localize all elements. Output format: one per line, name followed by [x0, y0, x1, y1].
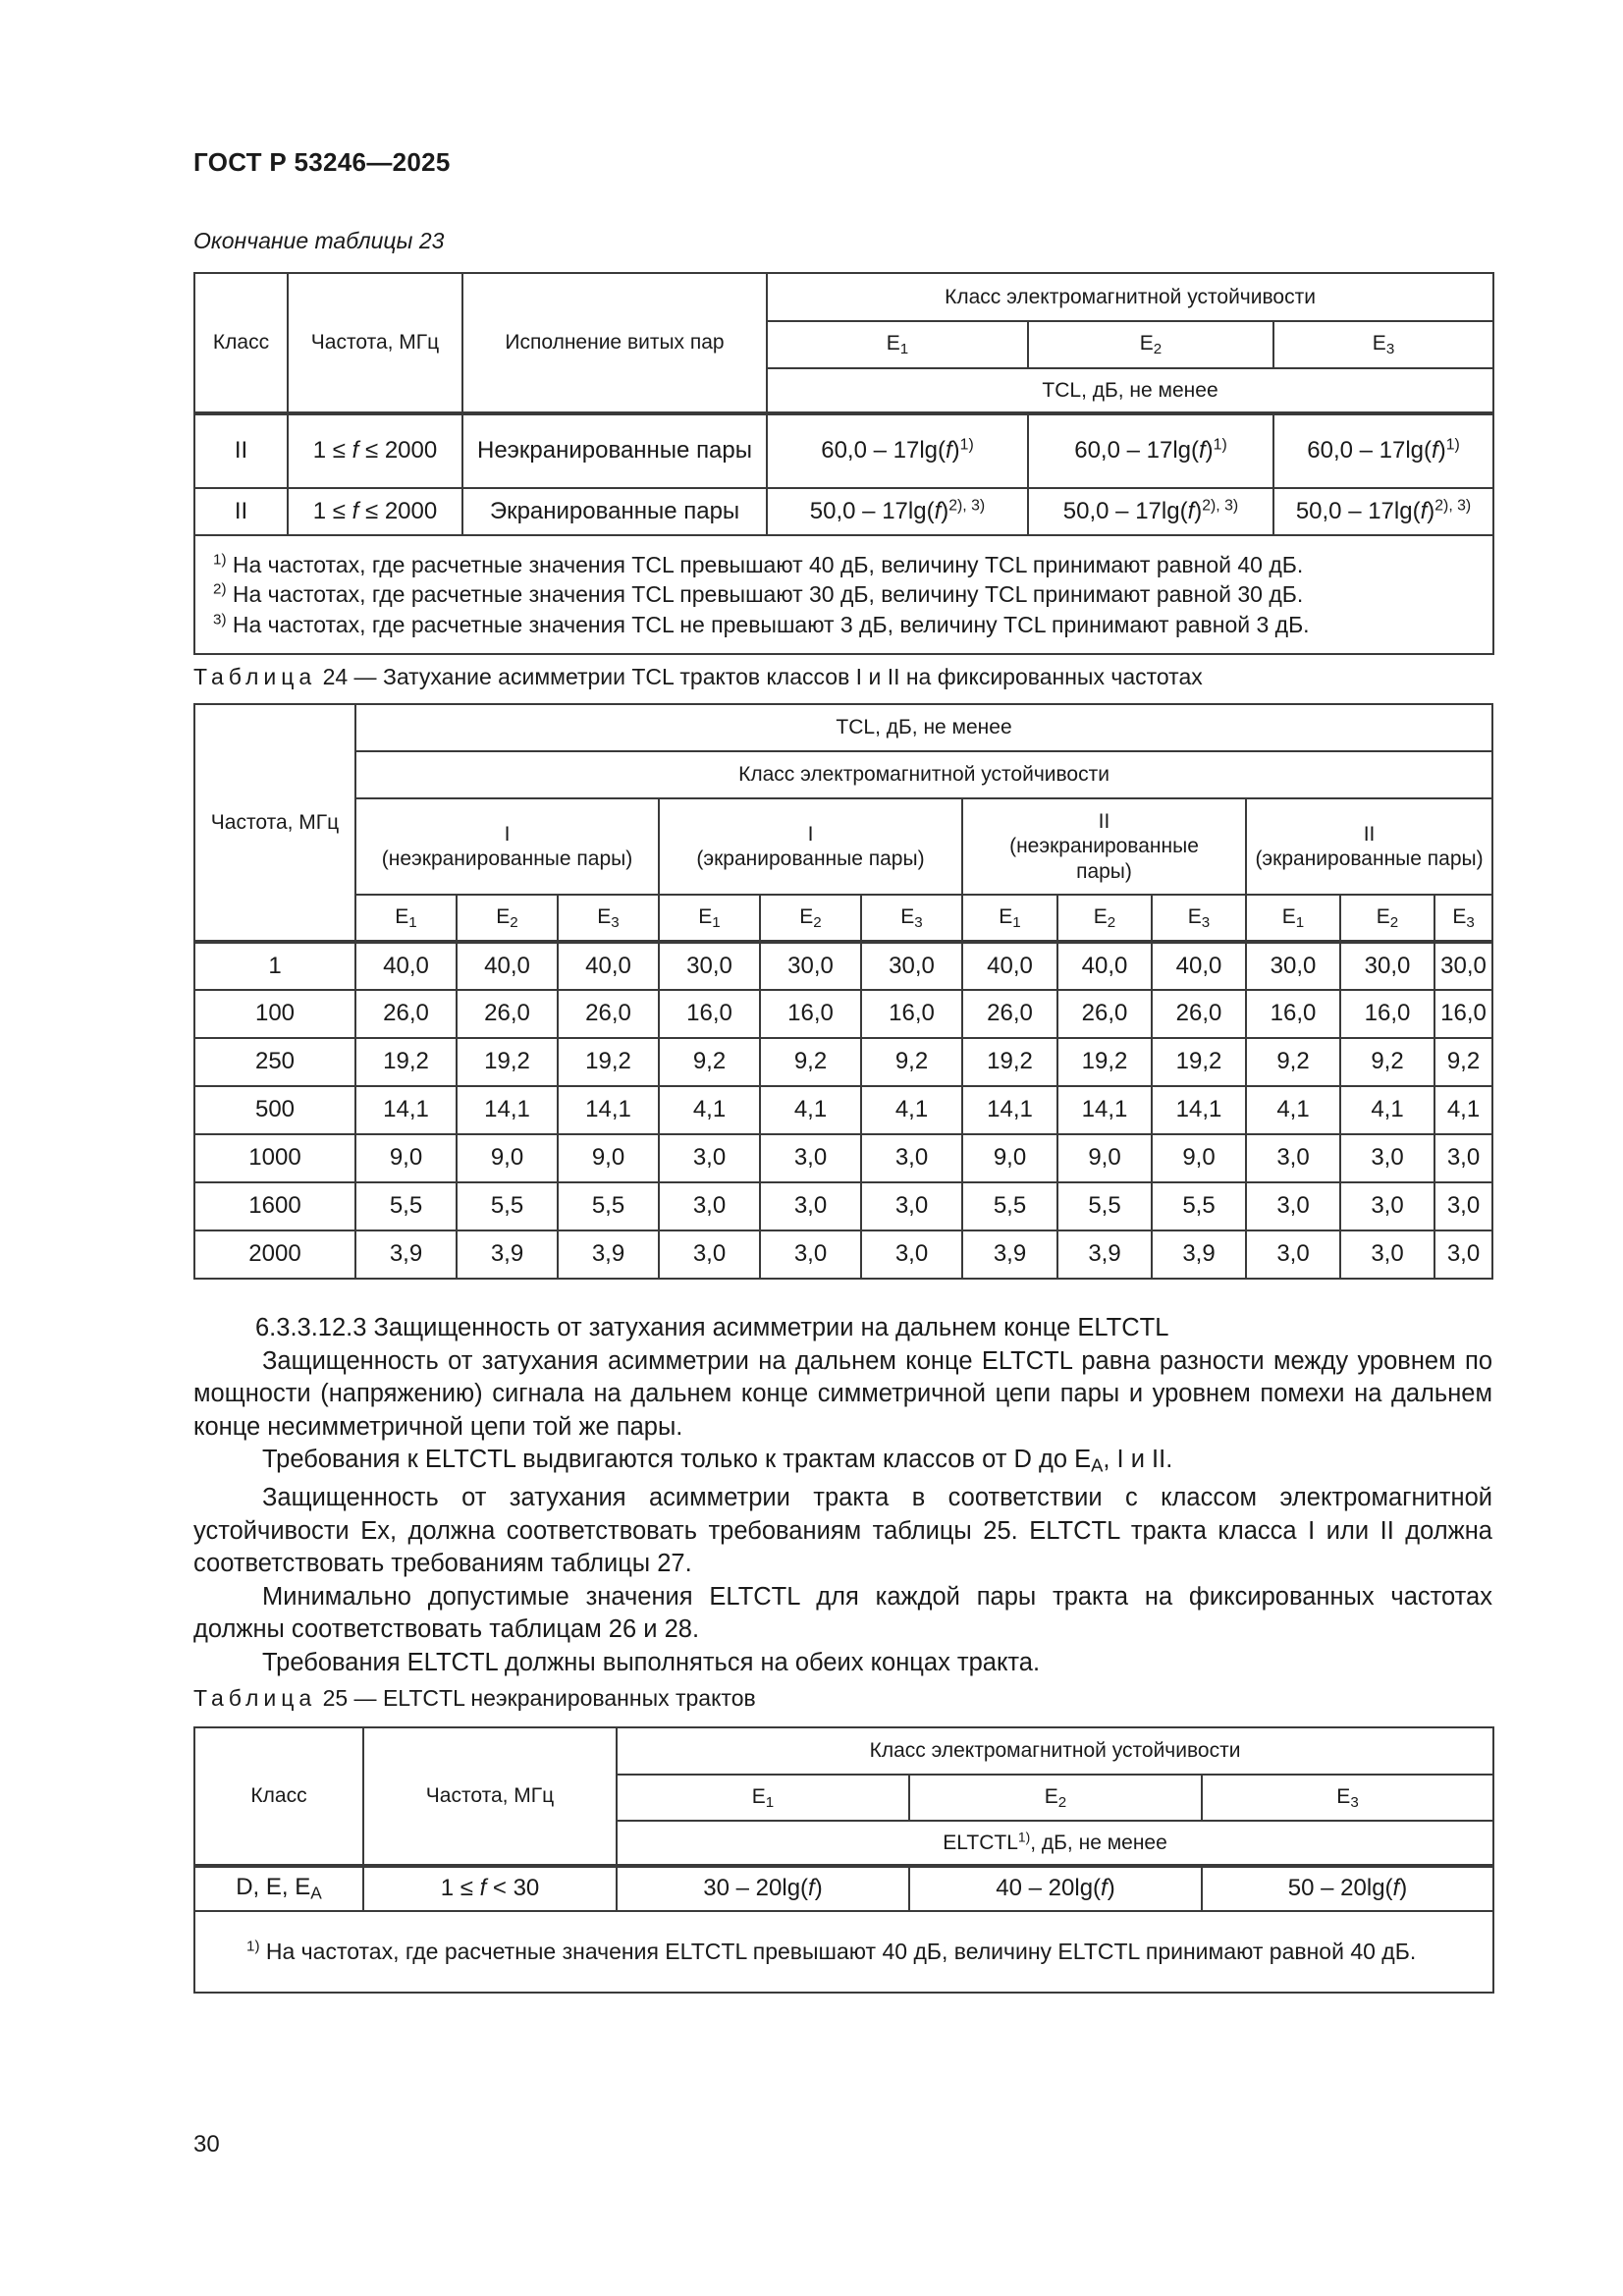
table24-cell-value: 3,0 [760, 1134, 861, 1182]
table24-cell-value: 3,9 [457, 1230, 558, 1279]
table24-cell-value: 19,2 [355, 1038, 457, 1086]
table24-cell-value: 40,0 [558, 942, 659, 990]
table24-cell-value: 9,0 [558, 1134, 659, 1182]
table24-header-emc-subclass: $E_1$ [355, 895, 457, 942]
group-class-number: I [504, 822, 511, 846]
table23-cell-e1: $60,0 - 17\lg(f)^{1)}$ [767, 413, 1028, 488]
table24-cell-value: 19,2 [457, 1038, 558, 1086]
table24-cell-value: 4,1 [760, 1086, 861, 1134]
table23-cell-frequency: 1 ≤ f ≤ 2000 [288, 413, 462, 488]
table24-header-emc-class: Класс электромагнитной устойчивости [355, 751, 1492, 798]
table24-cell-value: 19,2 [1152, 1038, 1246, 1086]
footnote: $^{1)}$ На частотах, где расчетные значения TCL превышают 40 дБ, величину TCL принимают равной 40 дБ. [213, 551, 1304, 577]
table-row [194, 413, 1493, 488]
table24-cell-value: 16,0 [861, 990, 962, 1038]
group-label: (экранированные пары) [696, 847, 925, 870]
table24-cell-value: 14,1 [558, 1086, 659, 1134]
table24-header-emc-subclass: $E_3$ [861, 895, 962, 942]
table24-cell-value: 3,9 [558, 1230, 659, 1279]
table24-cell-value: 30,0 [861, 942, 962, 990]
table24-cell-value: 26,0 [355, 990, 457, 1038]
table24-cell-value: 14,1 [1152, 1086, 1246, 1134]
table24-cell-value: 3,0 [659, 1134, 760, 1182]
footnote: $^{3)}$ На частотах, где расчетные значения TCL не превышают 3 дБ, величину TCL принимают равной 3 дБ. [213, 611, 1310, 637]
table24-cell-value: 3,0 [760, 1182, 861, 1230]
table24-cell-value: 9,0 [457, 1134, 558, 1182]
table24-cell-value: 3,0 [1246, 1230, 1340, 1279]
table23-cell-pair-execution: Неэкранированные пары [462, 413, 767, 488]
table24-cell-value: 3,0 [1340, 1182, 1434, 1230]
table24-cell-value: 3,0 [659, 1182, 760, 1230]
table24-cell-frequency: 1000 [194, 1134, 355, 1182]
table24-cell-value: 40,0 [457, 942, 558, 990]
table24-cell-value: 3,0 [1434, 1230, 1492, 1279]
table24-cell-value: 5,5 [355, 1182, 457, 1230]
table24-cell-value: 3,9 [355, 1230, 457, 1279]
table24-cell-value: 3,0 [1246, 1182, 1340, 1230]
table24-cell-value: 5,5 [1152, 1182, 1246, 1230]
table24-cell-value: 16,0 [1246, 990, 1340, 1038]
table24-cell-value: 19,2 [558, 1038, 659, 1086]
paragraph: Требования к ELTCTL выдвигаются только к трактам классов от D до $E_A$, I и II. [262, 1446, 1173, 1476]
table-row [194, 1866, 1493, 1911]
table25-header-e1: $E_1$ [617, 1775, 909, 1821]
table24-cell-value: 30,0 [659, 942, 760, 990]
table25-cell-class: D, E, $E_A$ [194, 1866, 363, 1911]
table24-cell-value: 9,0 [355, 1134, 457, 1182]
table24-header-tcl: TCL, дБ, не менее [355, 704, 1492, 751]
table23-cell-class: II [194, 413, 288, 488]
table23-cell-class: II [194, 488, 288, 535]
table-row [194, 1086, 1492, 1134]
table24-cell-frequency: 250 [194, 1038, 355, 1086]
group-label: (неэкранированные пары) [1009, 835, 1199, 883]
table24-cell-value: 30,0 [1340, 942, 1434, 990]
table24-cell-value: 3,0 [1340, 1134, 1434, 1182]
table24-cell-value: 3,9 [1057, 1230, 1152, 1279]
table25-header-eltctl: ELTCTL$^{1)}$, дБ, не менее [617, 1821, 1493, 1866]
table25-header-e2: $E_2$ [909, 1775, 1202, 1821]
table24-header-emc-subclass: $E_2$ [760, 895, 861, 942]
table25-cell-frequency: 1 ≤ f < 30 [363, 1866, 617, 1911]
document-code: ГОСТ Р 53246—2025 [193, 147, 451, 177]
table24-cell-value: 30,0 [1246, 942, 1340, 990]
table24-cell-value: 26,0 [962, 990, 1057, 1038]
table23-header-pair-execution: Исполнение витых пар [462, 273, 767, 413]
table24-cell-value: 3,0 [760, 1230, 861, 1279]
table24-header-emc-subclass: $E_3$ [1152, 895, 1246, 942]
table24-header-emc-subclass: $E_1$ [659, 895, 760, 942]
footnote: $^{2)}$ На частотах, где расчетные значения TCL превышают 30 дБ, величину TCL принимают равной 30 дБ. [213, 580, 1304, 608]
table24-cell-value: 26,0 [1152, 990, 1246, 1038]
paragraph: Защищенность от затухания асимметрии на дальнем конце ELTCTL равна разности между уровнем по мощности (напряжению) сигнала на дальнем конце симметричной цепи пары и уровнем помехи на дальнем конце несимметричной цепи той же пары. [193, 1346, 1492, 1441]
table25-header-e3: $E_3$ [1202, 1775, 1493, 1821]
table24-cell-value: 40,0 [1057, 942, 1152, 990]
table25-caption: Таблица 25 — ELTCTL неэкранированных трактов [193, 1685, 756, 1711]
table24-cell-value: 3,0 [1246, 1134, 1340, 1182]
table24-cell-value: 9,2 [861, 1038, 962, 1086]
table24-cell-value: 26,0 [558, 990, 659, 1038]
group-label: (экранированные пары) [1255, 847, 1484, 870]
table23-cell-e3: $60,0 - 17\lg(f)^{1)}$ [1273, 413, 1493, 488]
table24-header-emc-subclass: $E_3$ [558, 895, 659, 942]
table24-cell-frequency: 2000 [194, 1230, 355, 1279]
table25-cell-e2: 40 – 20lg(f) [909, 1866, 1202, 1911]
table24-header-emc-subclass: $E_1$ [962, 895, 1057, 942]
table24-cell-value: 14,1 [457, 1086, 558, 1134]
table24-cell-value: 19,2 [1057, 1038, 1152, 1086]
table23-cell-e2: $50,0 - 17\lg(f)^{2), 3)}$ [1028, 488, 1273, 535]
table24-cell-value: 3,0 [861, 1134, 962, 1182]
table24-cell-value: 4,1 [1340, 1086, 1434, 1134]
table23-header-e2: $E_2$ [1028, 321, 1273, 368]
table23-cell-e1: $50,0 - 17\lg(f)^{2), 3)}$ [767, 488, 1028, 535]
table24-cell-value: 9,0 [1057, 1134, 1152, 1182]
table24-cell-value: 16,0 [1340, 990, 1434, 1038]
group-label: (неэкранированные пары) [381, 847, 633, 870]
table-row [194, 1182, 1492, 1230]
table24-cell-frequency: 1 [194, 942, 355, 990]
table23-header-emc-class: Класс электромагнитной устойчивости [767, 273, 1493, 321]
table-row [194, 1038, 1492, 1086]
table-row [194, 990, 1492, 1038]
table-row [194, 1134, 1492, 1182]
table24-cell-value: 5,5 [962, 1182, 1057, 1230]
group-class-number: I [807, 822, 814, 846]
table23-header-tcl: TCL, дБ, не менее [767, 368, 1493, 413]
table23-header-frequency: Частота, МГц [288, 273, 462, 413]
table23-cell-e2: $60,0 - 17\lg(f)^{1)}$ [1028, 413, 1273, 488]
table24-cell-value: 40,0 [355, 942, 457, 990]
table23-header-e1: $E_1$ [767, 321, 1028, 368]
table24-cell-value: 19,2 [962, 1038, 1057, 1086]
table24-cell-value: 14,1 [1057, 1086, 1152, 1134]
table24-header-emc-subclass: $E_1$ [1246, 895, 1340, 942]
table23-cell-e3: $50,0 - 17\lg(f)^{2), 3)}$ [1273, 488, 1493, 535]
table24-cell-value: 9,2 [659, 1038, 760, 1086]
table24-cell-value: 3,0 [1434, 1182, 1492, 1230]
table24-header-group [962, 798, 1246, 895]
section-heading: 6.3.3.12.3 Защищенность от затухания асимметрии на дальнем конце ELTCTL [255, 1314, 1169, 1341]
table23 [193, 272, 1494, 655]
table25-cell-e1: 30 – 20lg(f) [617, 1866, 909, 1911]
table24-header-emc-subclass: $E_2$ [457, 895, 558, 942]
table24-cell-value: 4,1 [861, 1086, 962, 1134]
paragraph: Защищенность от затухания асимметрии тракта в соответствии с классом электромагнитной устойчивости Ex, должна соответствовать требованиям таблицы 25. ELTCTL тракта класса I или II должна соответствовать требованиям таблицы 27. [193, 1484, 1492, 1578]
table24-cell-value: 4,1 [1246, 1086, 1340, 1134]
table24-cell-value: 9,0 [1152, 1134, 1246, 1182]
table-row [194, 1230, 1492, 1279]
table24 [193, 703, 1493, 1280]
table24-cell-frequency: 100 [194, 990, 355, 1038]
table24-cell-value: 5,5 [1057, 1182, 1152, 1230]
table24-cell-value: 9,0 [962, 1134, 1057, 1182]
paragraph: Минимально допустимые значения ELTCTL для каждой пары тракта на фиксированных частотах должны соответствовать таблицам 26 и 28. [193, 1582, 1492, 1644]
table23-footnotes [194, 535, 1493, 654]
table24-cell-frequency: 1600 [194, 1182, 355, 1230]
table25-header-class: Класс [194, 1727, 363, 1866]
table25-footnote: $^{1)}$ На частотах, где расчетные значения ELTCTL превышают 40 дБ, величину ELTCTL принимают равной 40 дБ. [194, 1911, 1493, 1993]
table24-header-frequency: Частота, МГц [194, 704, 355, 942]
table24-cell-value: 3,0 [1434, 1134, 1492, 1182]
table24-cell-value: 26,0 [1057, 990, 1152, 1038]
table24-header-group [355, 798, 659, 895]
table-row [194, 488, 1493, 535]
table24-cell-value: 16,0 [659, 990, 760, 1038]
section-text [193, 1312, 1492, 1679]
table24-cell-value: 30,0 [1434, 942, 1492, 990]
table24-header-group [1246, 798, 1492, 895]
table24-cell-value: 9,2 [1340, 1038, 1434, 1086]
group-class-number: II [1363, 822, 1376, 846]
page-number: 30 [193, 2131, 220, 2158]
table23-header-class: Класс [194, 273, 288, 413]
table24-cell-value: 3,0 [659, 1230, 760, 1279]
table24-cell-value: 26,0 [457, 990, 558, 1038]
paragraph: Требования ELTCTL должны выполняться на обеих концах тракта. [262, 1648, 1041, 1676]
table24-header-group [659, 798, 962, 895]
table25-header-frequency: Частота, МГц [363, 1727, 617, 1866]
group-class-number: II [1098, 810, 1110, 834]
table24-cell-value: 3,0 [861, 1182, 962, 1230]
table24-cell-value: 3,9 [1152, 1230, 1246, 1279]
table24-cell-value: 4,1 [659, 1086, 760, 1134]
table25 [193, 1726, 1494, 1994]
table24-cell-value: 14,1 [355, 1086, 457, 1134]
table24-header-emc-subclass: $E_2$ [1057, 895, 1152, 942]
table24-cell-value: 16,0 [1434, 990, 1492, 1038]
table24-cell-value: 9,2 [1246, 1038, 1340, 1086]
table24-cell-value: 40,0 [1152, 942, 1246, 990]
table24-cell-value: 9,2 [760, 1038, 861, 1086]
table24-cell-value: 9,2 [1434, 1038, 1492, 1086]
table24-cell-frequency: 500 [194, 1086, 355, 1134]
table-row [194, 942, 1492, 990]
table24-cell-value: 4,1 [1434, 1086, 1492, 1134]
table25-cell-e3: 50 – 20lg(f) [1202, 1866, 1493, 1911]
table24-cell-value: 3,0 [1340, 1230, 1434, 1279]
table24-header-emc-subclass: $E_2$ [1340, 895, 1434, 942]
table24-cell-value: 5,5 [558, 1182, 659, 1230]
table24-cell-value: 16,0 [760, 990, 861, 1038]
table24-cell-value: 40,0 [962, 942, 1057, 990]
table23-caption: Окончание таблицы 23 [193, 228, 445, 253]
table24-header-emc-subclass: $E_3$ [1434, 895, 1492, 942]
table24-caption: Таблица 24 — Затухание асимметрии TCL трактов классов I и II на фиксированных частотах [193, 664, 1203, 689]
table24-cell-value: 3,0 [861, 1230, 962, 1279]
table23-cell-pair-execution: Экранированные пары [462, 488, 767, 535]
table24-cell-value: 14,1 [962, 1086, 1057, 1134]
table24-cell-value: 3,9 [962, 1230, 1057, 1279]
table24-cell-value: 5,5 [457, 1182, 558, 1230]
table25-header-emc-class: Класс электромагнитной устойчивости [617, 1727, 1493, 1775]
table23-header-e3: $E_3$ [1273, 321, 1493, 368]
table23-cell-frequency: 1 ≤ f ≤ 2000 [288, 488, 462, 535]
table24-cell-value: 30,0 [760, 942, 861, 990]
